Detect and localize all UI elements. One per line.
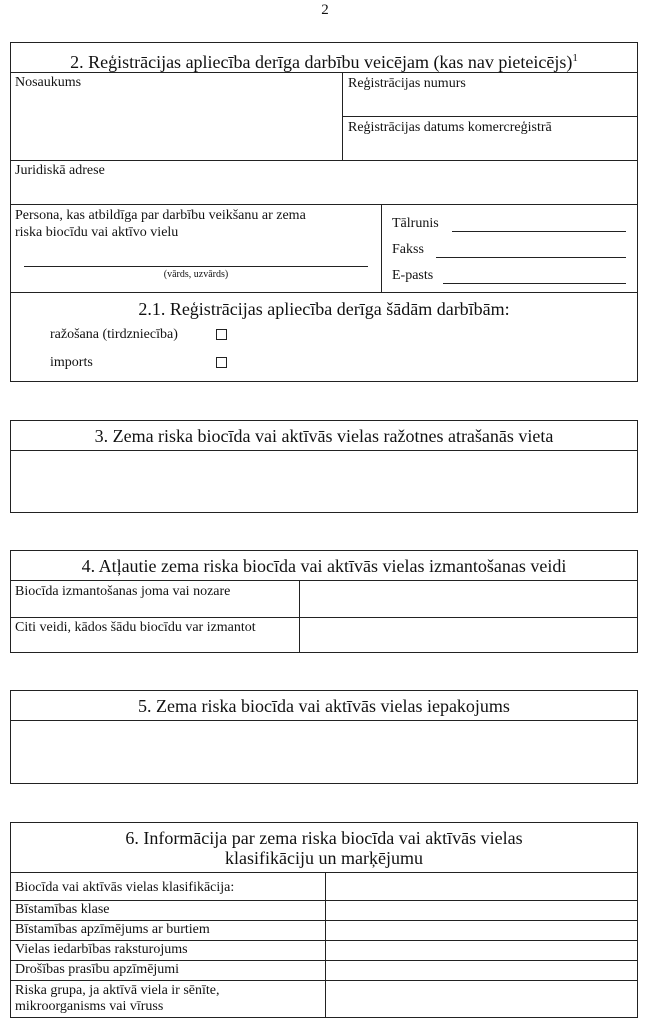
divider bbox=[10, 160, 638, 161]
section-4-title: 4. Atļautie zema riska biocīda vai aktīvās vielas izmantošanas veidi bbox=[81, 556, 567, 576]
section-5-input-area[interactable] bbox=[11, 721, 637, 783]
divider bbox=[342, 116, 638, 117]
section-6-row-label: Drošības prasību apzīmējumi bbox=[15, 962, 180, 977]
section-5-title: 5. Zema riska biocīda vai aktīvās vielas iepakojums bbox=[138, 696, 510, 716]
email-label: E-pasts bbox=[392, 268, 434, 283]
section-6-title-line1: 6. Informācija par zema riska biocīda vai aktīvās vielas bbox=[125, 828, 523, 848]
section-6-row-input[interactable] bbox=[326, 873, 637, 899]
footnote-marker: 1 bbox=[572, 52, 578, 64]
person-caption: (vārds, uzvārds) bbox=[163, 269, 229, 280]
person-name-input[interactable] bbox=[24, 266, 368, 267]
section-6-row-input[interactable] bbox=[326, 921, 637, 939]
fax-input[interactable] bbox=[436, 257, 626, 258]
option-import-checkbox[interactable] bbox=[216, 357, 227, 368]
option-manufacturing-checkbox[interactable] bbox=[216, 329, 227, 340]
section-6-row-input[interactable] bbox=[326, 901, 637, 919]
option-import-label: imports bbox=[50, 355, 93, 370]
section-4-row-label: Citi veidi, kādos šādu biocīdu var izmantot bbox=[15, 620, 256, 635]
section-4-row-input[interactable] bbox=[300, 581, 637, 616]
section-6-row-label: Biocīda vai aktīvās vielas klasifikācija: bbox=[15, 880, 235, 895]
section-2-title: 2. Reģistrācijas apliecība derīga darbību veicējam (kas nav pieteicējs)$^1$ bbox=[70, 52, 578, 72]
section-3-input-area[interactable] bbox=[11, 451, 637, 512]
divider bbox=[10, 72, 638, 73]
option-manufacturing-label: ražošana (tirdzniecība) bbox=[50, 327, 178, 342]
divider bbox=[10, 292, 638, 293]
section-6-title-line2: klasifikāciju un marķējumu bbox=[225, 848, 423, 868]
section-3-title: 3. Zema riska biocīda vai aktīvās vielas ražotnes atrašanās vieta bbox=[94, 426, 554, 446]
section-2-1-title: 2.1. Reģistrācijas apliecība derīga šādām darbībām: bbox=[138, 299, 510, 319]
fax-label: Fakss bbox=[392, 242, 424, 257]
person-label-line2: riska biocīdu vai aktīvo vielu bbox=[15, 225, 179, 240]
phone-label: Tālrunis bbox=[392, 216, 439, 231]
section-6-row-input[interactable] bbox=[326, 941, 637, 959]
page-number: 2 bbox=[321, 2, 329, 18]
section-6-last-row-line1: Riska grupa, ja aktīvā viela ir sēnīte, bbox=[15, 983, 220, 998]
section-6-row-label: Vielas iedarbības raksturojums bbox=[15, 942, 188, 957]
section-6-row-input[interactable] bbox=[326, 961, 637, 979]
section-6-last-row-line2: mikroorganisms vai vīruss bbox=[15, 999, 164, 1014]
name-label: Nosaukums bbox=[15, 75, 82, 90]
section-6-row-label: Bīstamības apzīmējums ar burtiem bbox=[15, 922, 210, 937]
email-input[interactable] bbox=[443, 283, 626, 284]
reg-number-label: Reģistrācijas numurs bbox=[348, 76, 466, 91]
section-6-row-input[interactable] bbox=[326, 981, 637, 1017]
phone-input[interactable] bbox=[452, 231, 626, 232]
section-6-row-label: Bīstamības klase bbox=[15, 902, 110, 917]
address-label: Juridiskā adrese bbox=[15, 163, 105, 178]
divider bbox=[10, 204, 638, 205]
section-4-row-input[interactable] bbox=[300, 618, 637, 652]
reg-date-label: Reģistrācijas datums komercreģistrā bbox=[348, 120, 552, 135]
section-4-row-label: Biocīda izmantošanas joma vai nozare bbox=[15, 584, 231, 599]
person-label-line1: Persona, kas atbildīga par darbību veikšanu ar zema bbox=[15, 208, 306, 223]
divider bbox=[381, 204, 382, 292]
